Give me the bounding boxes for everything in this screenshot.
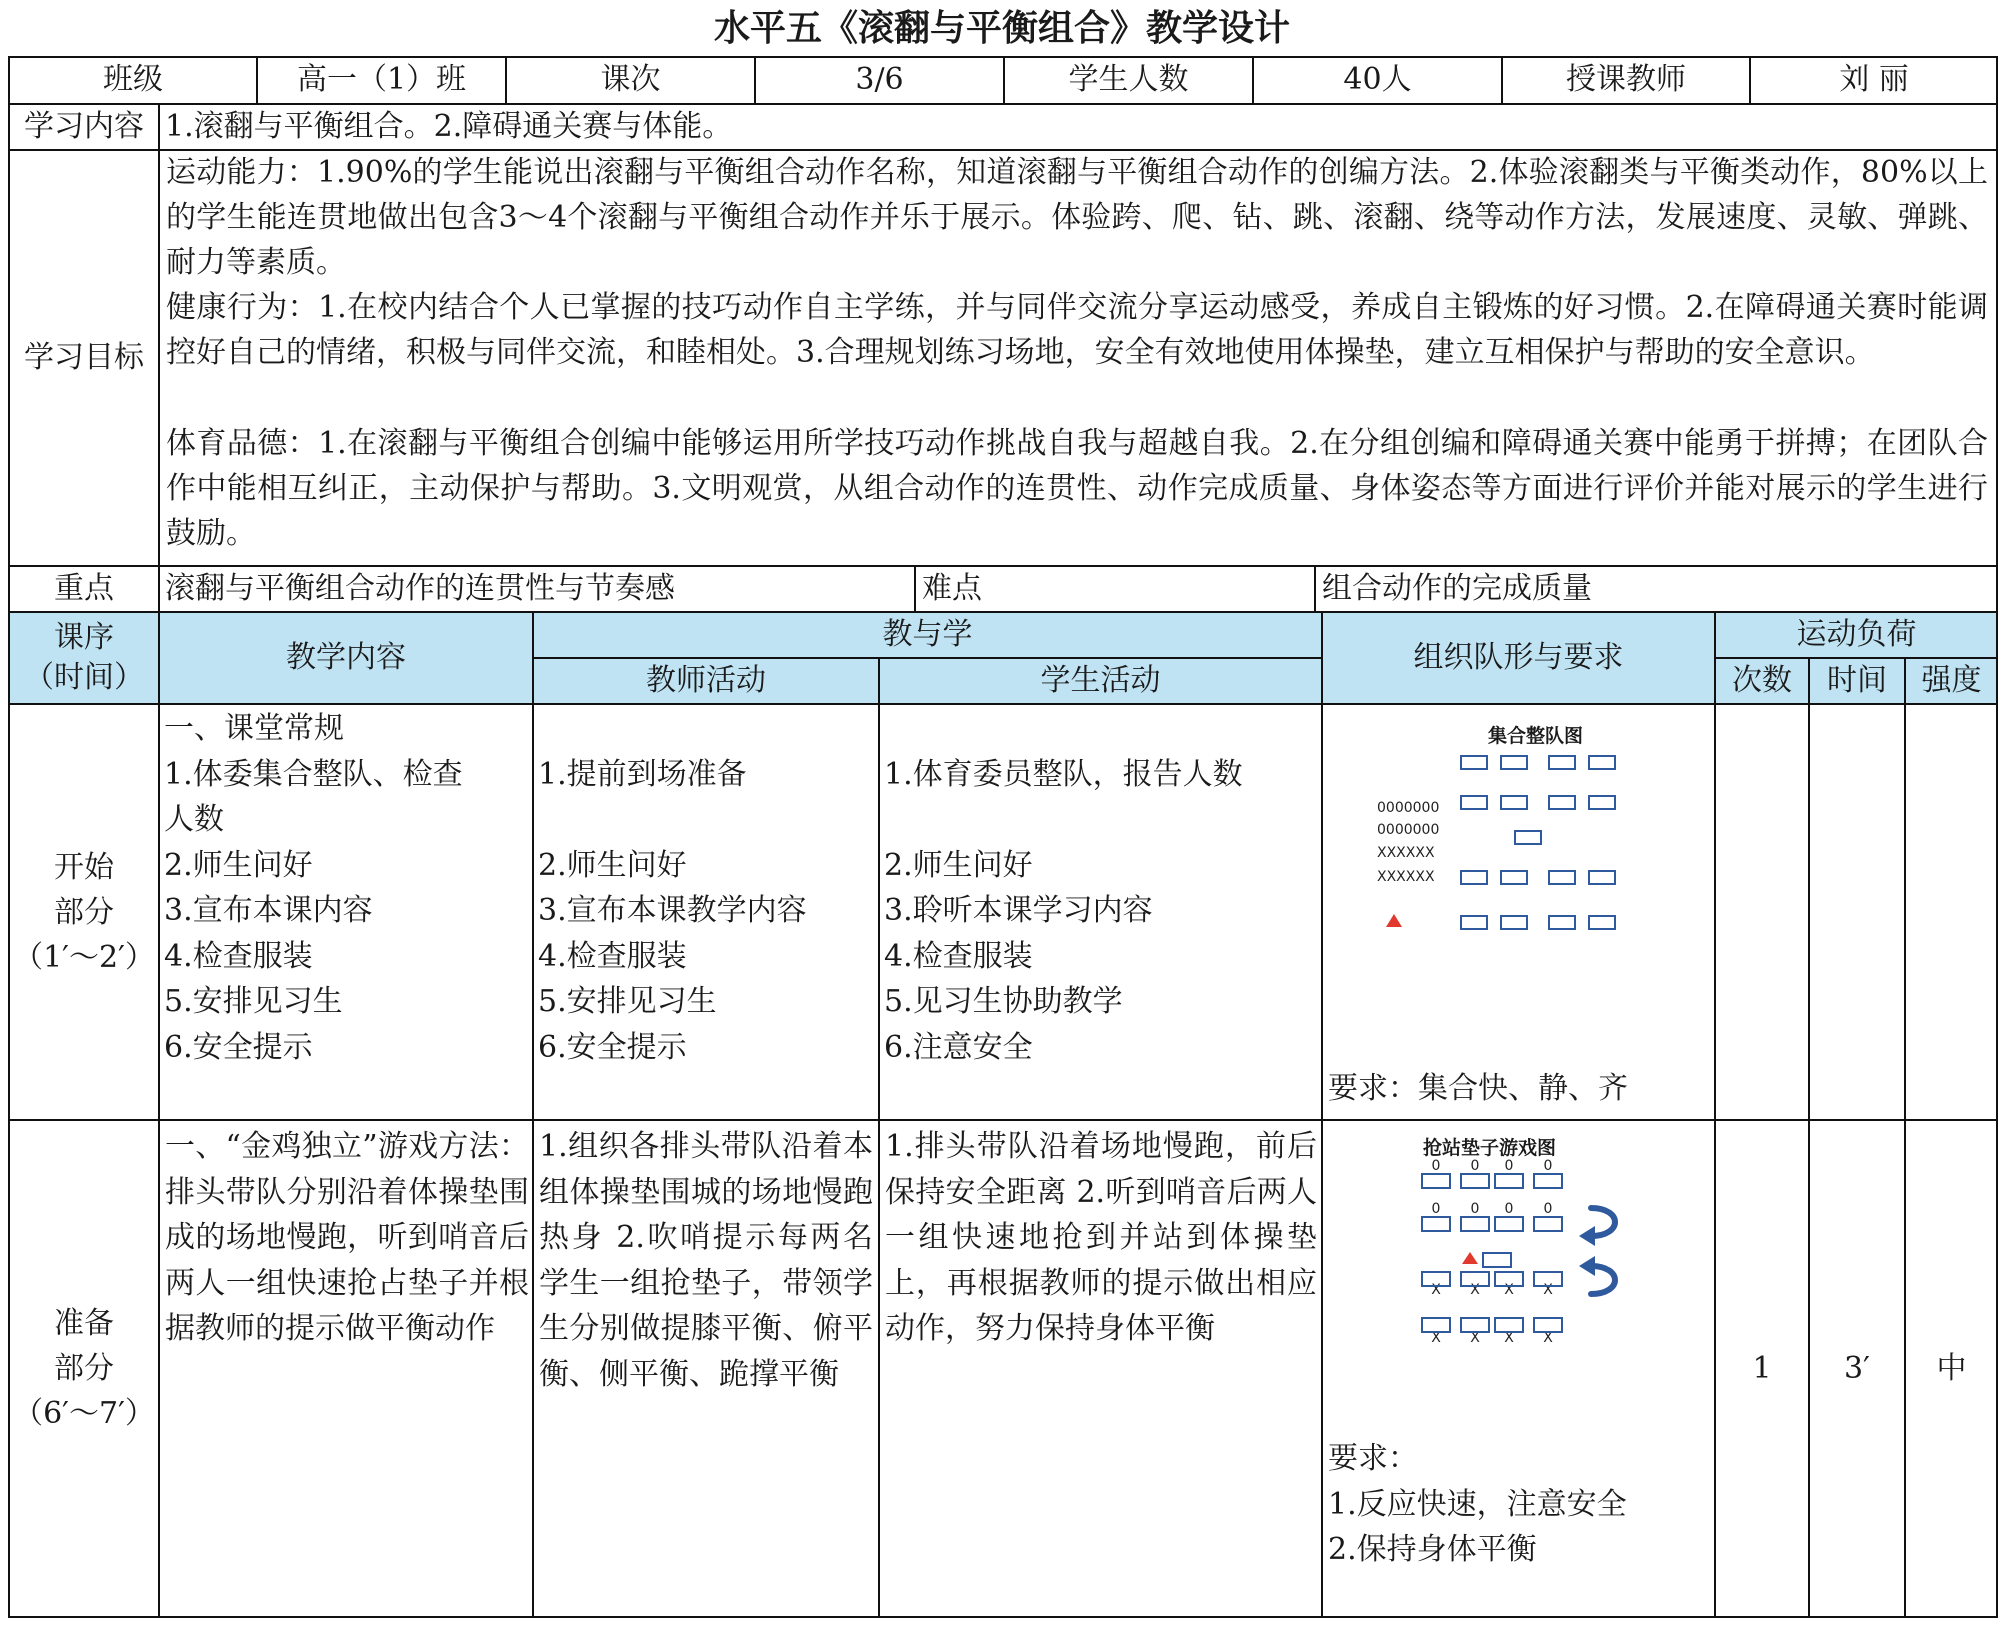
teacher-marker-icon xyxy=(1386,914,1402,927)
svg-text:X: X xyxy=(1504,1282,1514,1298)
organization-header: 组织队形与要求 xyxy=(1413,640,1624,675)
load-header: 运动负荷 xyxy=(1796,617,1917,652)
student-activity-header: 学生活动 xyxy=(1040,663,1161,698)
svg-text:0000000: 0000000 xyxy=(1377,800,1440,816)
svg-text:X: X xyxy=(1543,1282,1553,1298)
phase-start: 开始 部分 （1′～2′） xyxy=(13,849,155,975)
svg-text:0: 0 xyxy=(1543,1158,1553,1174)
warmup-student-activity: 1.排头带队沿着场地慢跑，前后保持安全距离 2.听到哨音后两人一组快速地抢到并站到体操垫上，再根据教师的提示做出相应动作，努力保持身体平衡 xyxy=(885,1129,1317,1346)
warmup-time: 3′ xyxy=(1844,1350,1870,1386)
svg-text:0: 0 xyxy=(1431,1201,1441,1217)
key-point-label: 重点 xyxy=(54,571,114,606)
start-count xyxy=(1715,704,1809,1120)
key-point-value: 滚翻与平衡组合动作的连贯性与节奏感 xyxy=(165,571,675,606)
class-label: 班级 xyxy=(103,62,163,97)
teacher-label: 授课教师 xyxy=(1566,62,1686,97)
warmup-intensity: 中 xyxy=(1936,1350,1967,1386)
svg-text:X: X xyxy=(1431,1330,1441,1346)
svg-text:X: X xyxy=(1504,1330,1514,1346)
goals-label: 学习目标 xyxy=(24,340,144,375)
svg-text:0000000: 0000000 xyxy=(1377,822,1440,838)
assembly-diagram xyxy=(1323,746,1713,966)
svg-text:0: 0 xyxy=(1431,1158,1441,1174)
goals-health: 健康行为：1.在校内结合个人已掌握的技巧动作自主学练，并与同伴交流分享运动感受，养成自主锻炼的好习惯。2.在障碍通关赛时能调控好自己的情绪，积极与同伴交流，和睦相处。3.合理规划练习场地，安全有效地使用体操垫，建立互相保护与帮助的安全意识。 xyxy=(166,290,1988,370)
mat-game-diagram xyxy=(1323,1156,1713,1396)
svg-text:0: 0 xyxy=(1470,1158,1480,1174)
lesson-label: 课次 xyxy=(600,62,661,97)
phase-header: 课序 （时间） xyxy=(24,620,144,695)
teach-learn-header: 教与学 xyxy=(882,617,973,652)
count-header: 次数 xyxy=(1732,663,1792,698)
svg-text:XXXXXX: XXXXXX xyxy=(1377,869,1435,885)
students-label: 学生人数 xyxy=(1068,62,1189,97)
assembly-diagram-title: 集合整队图 xyxy=(1488,725,1584,747)
svg-text:0: 0 xyxy=(1504,1201,1514,1217)
goals-ethics: 体育品德：1.在滚翻与平衡组合创编中能够运用所学技巧动作挑战自我与超越自我。2.在分组创编和障碍通关赛中能勇于拼搏；在团队合作中能相互纠正，主动保护与帮助。3.文明观赏，从组合动作的连贯性、动作完成质量、身体姿态等方面进行评价并能对展示的学生进行鼓励。 xyxy=(166,426,1988,551)
return-arrow-icon xyxy=(1591,1208,1615,1294)
svg-text:0: 0 xyxy=(1470,1201,1480,1217)
difficult-point-label: 难点 xyxy=(922,571,982,606)
svg-text:0: 0 xyxy=(1504,1158,1514,1174)
warmup-content: 一、“金鸡独立”游戏方法：排头带队分别沿着体操垫围成的场地慢跑，听到哨音后两人一组快速抢占垫子并根据教师的提示做平衡动作 xyxy=(165,1129,529,1346)
start-intensity xyxy=(1905,704,1998,1120)
start-content: 一、课堂常规 1.体委集合整队、检查 人数 2.师生问好 3.宣布本课内容 4.检查服装 5.安排见习生 6.安全提示 xyxy=(164,711,463,1065)
svg-text:XXXXXX: XXXXXX xyxy=(1377,845,1435,861)
content-label: 学习内容 xyxy=(24,109,144,144)
class-value: 高一（1）班 xyxy=(296,62,467,97)
content-header: 教学内容 xyxy=(286,640,406,675)
warmup-teacher-activity: 1.组织各排头带队沿着本组体操垫围城的场地慢跑热身 2.吹哨提示每两名学生一组抢垫子，带领学生分别做提膝平衡、俯平衡、侧平衡、跪撑平衡 xyxy=(539,1129,873,1392)
difficult-point-value: 组合动作的完成质量 xyxy=(1322,571,1592,606)
svg-text:X: X xyxy=(1543,1330,1553,1346)
page-title: 水平五《滚翻与平衡组合》教学设计 xyxy=(713,8,1290,49)
svg-text:X: X xyxy=(1431,1282,1441,1298)
warmup-count: 1 xyxy=(1752,1350,1772,1386)
students-value: 40人 xyxy=(1343,62,1412,97)
svg-text:0: 0 xyxy=(1543,1201,1553,1217)
start-student-activity: 1.体育委员整队，报告人数 2.师生问好 3.聆听本课学习内容 4.检查服装 5.见习生协助教学 6.注意安全 xyxy=(884,756,1243,1065)
content-value: 1.滚翻与平衡组合。2.障碍通关赛与体能。 xyxy=(165,109,733,144)
start-teacher-activity: 1.提前到场准备 2.师生问好 3.宣布本课教学内容 4.检查服装 5.安排见习生 6.安全提示 xyxy=(538,756,807,1065)
start-requirement: 要求：集合快、静、齐 xyxy=(1328,1071,1628,1106)
lesson-plan-table xyxy=(8,56,1998,1618)
start-time xyxy=(1809,704,1905,1120)
svg-text:X: X xyxy=(1470,1282,1480,1298)
time-header: 时间 xyxy=(1827,663,1887,698)
svg-text:X: X xyxy=(1470,1330,1480,1346)
teacher-activity-header: 教师活动 xyxy=(646,663,766,698)
intensity-header: 强度 xyxy=(1921,663,1982,698)
teacher-value: 刘 丽 xyxy=(1839,62,1909,97)
warmup-requirement: 要求： 1.反应快速，注意安全 2.保持身体平衡 xyxy=(1328,1441,1627,1567)
lesson-value: 3/6 xyxy=(855,62,904,97)
phase-warmup: 准备 部分 （6′～7′） xyxy=(13,1306,155,1431)
mat-game-diagram-title: 抢站垫子游戏图 xyxy=(1423,1137,1557,1159)
goals-ability: 运动能力：1.90%的学生能说出滚翻与平衡组合动作名称，知道滚翻与平衡组合动作的创编方法。2.体验滚翻类与平衡类动作，80%以上的学生能连贯地做出包含3～4个滚翻与平衡组合动作并乐于展示。体验跨、爬、钻、跳、滚翻、绕等动作方法，发展速度、灵敏、弹跳、耐力等素质。 xyxy=(166,155,1988,280)
teacher-marker-icon xyxy=(1462,1252,1478,1264)
